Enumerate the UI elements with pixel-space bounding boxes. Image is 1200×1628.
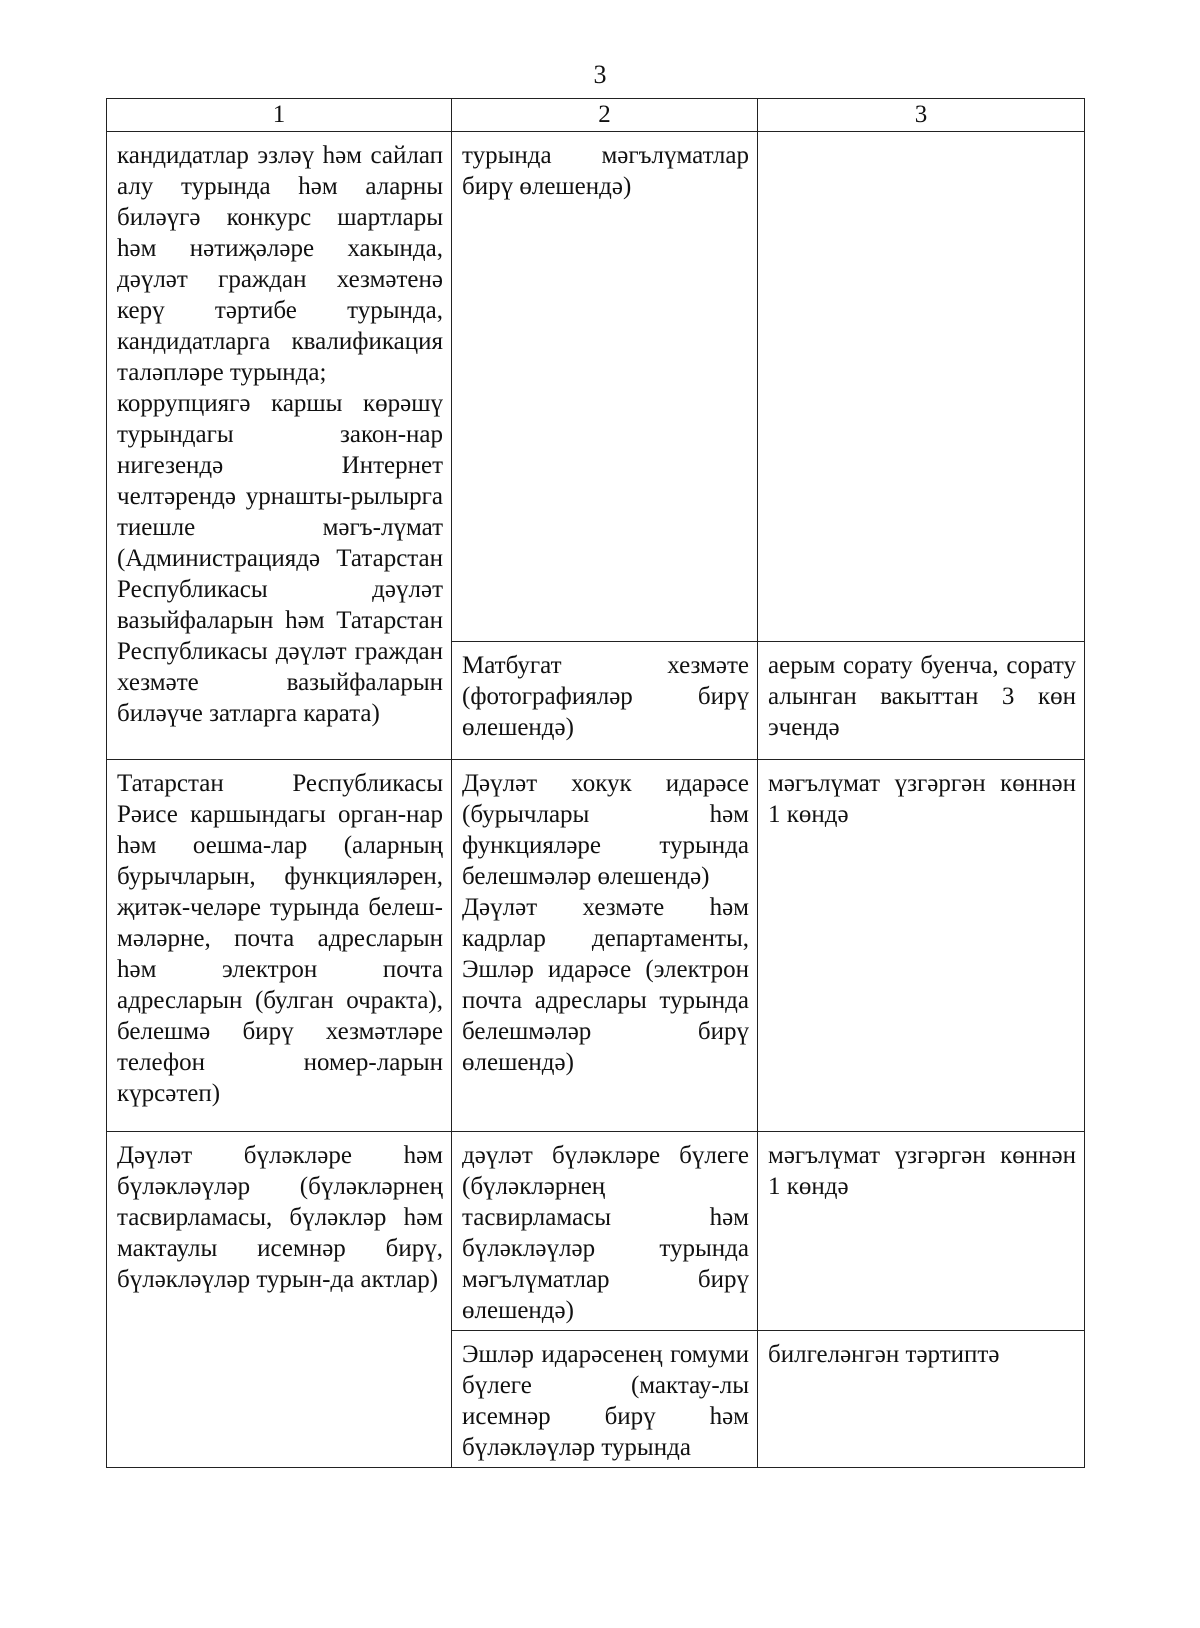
row3-col3-cell: мәгълүмат үзгәргән көннән 1 көндә [758, 1132, 1085, 1331]
row1-col1-text-b: коррупциягә каршы көрәшү турындагы закон-нар нигезендә Интернет челтәрендә урнашты-рылырга тиешле мәгъ-лүмат (Администрациядә Татарстан Республикасы дәүләт вазыйфаларын һәм Татарстан Республикасы дәүләт граждан хезмәте вазыйфаларын биләүче затларга карата) [117, 390, 443, 727]
row1-col3-cell [758, 132, 1085, 642]
row1-col3-press-cell: аерым сорату буенча, сорату алынган вакыттан 3 көн эчендә [758, 642, 1085, 760]
row1-col1-text-a: кандидатлар эзләү һәм сайлап алу турында һәм аларны биләүгә конкурс шартлары һәм нәтиҗәләре хакында, дәүләт граждан хезмәтенә керү тәртибе турында, кандидатларга квалификация таләпләре турында; [117, 142, 443, 386]
row3-col2-cell: дәүләт бүләкләре бүлеге (бүләкләрнең тасвирламасы һәм бүләкләүләр турында мәгълүматлар бирү өлешендә) [452, 1132, 758, 1331]
row1-col2-cell: турында мәгълүматлар бирү өлешендә) [452, 132, 758, 642]
document-table [106, 98, 1085, 1468]
table-row [107, 760, 1085, 1132]
row2-col3-cell: мәгълүмат үзгәргән көннән 1 көндә [758, 760, 1085, 1132]
row2-col2-cell [452, 760, 758, 1132]
column-header-3: 3 [758, 99, 1085, 132]
row1-col2-press-cell: Матбугат хезмәте (фотографияләр бирү өлешендә) [452, 642, 758, 760]
page-number: 3 [593, 60, 607, 89]
table-row [107, 132, 1085, 642]
row3-col2-general-cell: Эшләр идарәсенең гомуми бүлеге (мактау-лы исемнәр бирү һәм бүләкләүләр турында [452, 1331, 758, 1468]
table-row [107, 1132, 1085, 1331]
table-header-row [107, 99, 1085, 132]
row2-col2-text-b: Дәүләт хезмәте һәм кадрлар департаменты, Эшләр идарәсе (электрон почта адреслары турында белешмәләр бирү өлешендә) [462, 894, 749, 1076]
row1-col1-cell [107, 132, 452, 760]
row3-col3-general-cell: билгеләнгән тәртиптә [758, 1331, 1085, 1468]
row2-col2-text-a: Дәүләт хокук идарәсе (бурычлары һәм функцияләре турында белешмәләр өлешендә) [462, 770, 749, 890]
column-header-1: 1 [107, 99, 452, 132]
row3-col1-cell: Дәүләт бүләкләре һәм бүләкләүләр (бүләкләрнең тасвирламасы, бүләкләр һәм мактаулы исемнәр бирү, бүләкләүләр турын-да актлар) [107, 1132, 452, 1468]
row2-col1-cell: Татарстан Республикасы Рәисе каршындагы орган-нар һәм оешма-лар (аларның бурычларын, функцияләрен, җитәк-челәре турында белеш-мәләрне, почта адресларын һәм электрон почта адресларын (булган очракта), белешмә бирү хезмәтләре телефон номер-ларын күрсәтеп) [107, 760, 452, 1132]
column-header-2: 2 [452, 99, 758, 132]
